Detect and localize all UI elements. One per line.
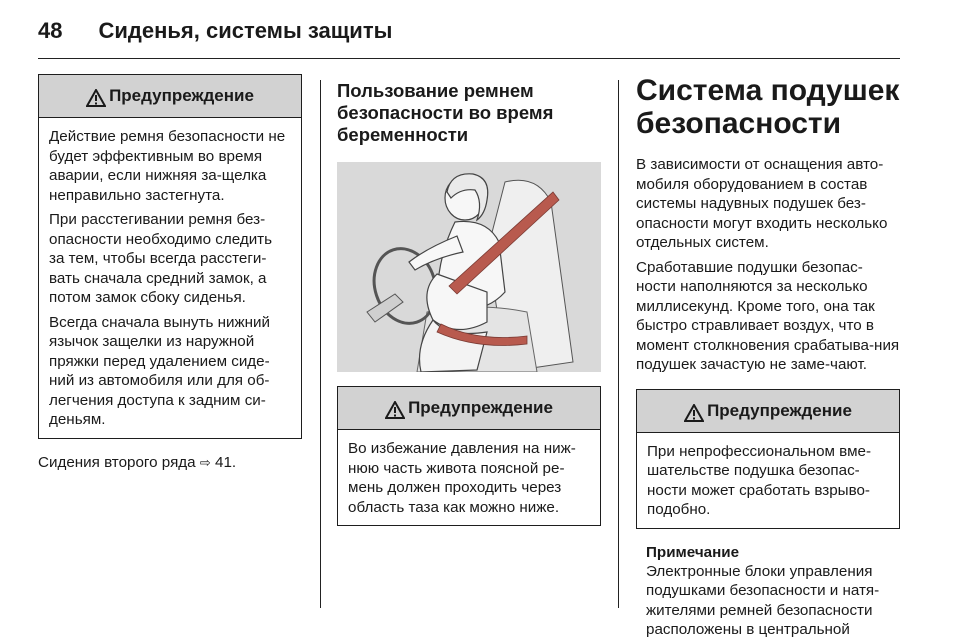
column-1	[38, 74, 302, 472]
body-paragraph: В зависимости от оснащения авто-мобиля оборудованием в состав системы надувных подушек без-опасности могут входить несколько отдельных систем.	[636, 156, 888, 251]
cross-reference-text: Сидения второго ряда	[38, 453, 196, 471]
chapter-heading: Система подушек безопасности	[636, 74, 900, 140]
page-header	[38, 18, 392, 48]
header-rule	[38, 58, 900, 59]
warning-title: Предупреждение	[408, 398, 553, 417]
body-paragraph: Сработавшие подушки безопас-ности наполняются за несколько миллисекунд. Кроме того, она так быстро стравливает воздух, что в момент столкновения срабатыва-ния подушек зачастую не заме-чают.	[636, 258, 900, 373]
warning-triangle-icon	[684, 404, 704, 422]
note-block	[636, 543, 900, 640]
column-divider-1	[320, 80, 321, 608]
warning-box	[337, 386, 601, 526]
warning-paragraph: При непрофессиональном вме-шательстве подушка безопас-ности может сработать взрыво-подобно.	[647, 442, 872, 518]
warning-header	[338, 387, 600, 430]
warning-box	[38, 74, 302, 439]
warning-paragraph: Действие ремня безопасности не будет эффективным во время аварии, если нижняя за-щелка неправильно застегнута.	[49, 128, 286, 204]
cross-reference	[38, 453, 302, 473]
arrow-right-icon: ⇨	[199, 454, 211, 470]
page-number: 48	[38, 18, 63, 43]
warning-title: Предупреждение	[109, 86, 254, 105]
warning-triangle-icon	[385, 401, 405, 419]
cross-reference-link[interactable]: 41.	[215, 453, 237, 471]
section-title: Сиденья, системы защиты	[98, 18, 393, 43]
warning-paragraph: Всегда сначала вынуть нижний язычок защелки из наружной пряжки перед удалением сиде-ний из автомобиля или для об-легчения доступа к задним си-деньям.	[49, 313, 270, 428]
note-title: Примечание	[646, 543, 740, 561]
warning-title: Предупреждение	[707, 400, 852, 420]
warning-triangle-icon	[86, 89, 106, 107]
warning-box	[636, 389, 900, 529]
warning-body	[338, 430, 600, 525]
pregnant-seatbelt-illustration	[337, 162, 601, 372]
warning-paragraph: При расстегивании ремня без-опасности необходимо следить за тем, чтобы всегда расстеги-вать сначала средний замок, а потом замок сбоку сиденья.	[49, 211, 273, 306]
column-divider-2	[618, 80, 619, 608]
column-3	[636, 74, 900, 640]
warning-paragraph: Во избежание давления на ниж-нюю часть живота поясной ре-мень должен проходить через область таза как можно ниже.	[348, 440, 576, 516]
section-heading: Пользование ремнем безопасности во время беременности	[337, 80, 554, 145]
column-2	[337, 74, 601, 526]
note-text: Электронные блоки управления подушками безопасности и натя-жителями ремней безопасности расположены в центральной	[646, 562, 880, 638]
warning-header	[39, 75, 301, 118]
warning-header	[637, 390, 899, 433]
illustration-drawing	[337, 162, 601, 372]
warning-body	[637, 433, 899, 528]
warning-body	[39, 118, 301, 438]
